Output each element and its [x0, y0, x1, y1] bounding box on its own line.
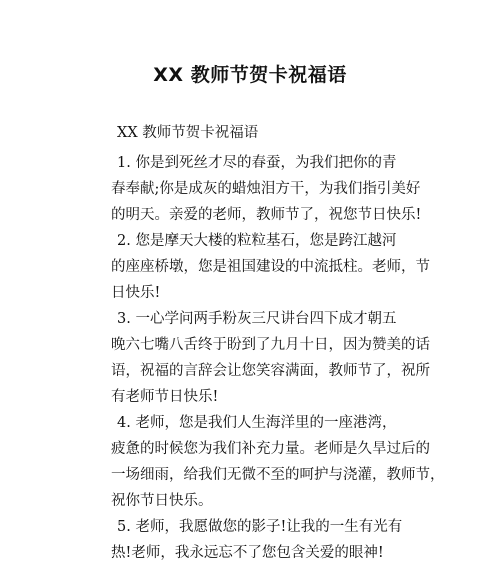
paragraph-line: 疲惫的时候您为我们补充力量。老师是久旱过后的: [111, 441, 430, 457]
paragraph-line: 4. 老师，您是我们人生海洋里的一座港湾，: [117, 415, 397, 431]
paragraph-line: 1. 你是到死丝才尽的春蚕，为我们把你的青: [117, 155, 397, 171]
document-body: [111, 120, 445, 566]
paragraph-line: 3. 一心学问两手粉灰三尺讲台四下成才朝五: [117, 311, 397, 327]
paragraph-line: 日快乐!: [111, 285, 161, 301]
paragraph-line: 语，祝福的言辞会让您笑容满面，教师节了，祝所: [111, 363, 430, 379]
paragraph-line: 5. 老师，我愿做您的影子!让我的一生有光有: [117, 519, 403, 535]
paragraph-line: 的明天。亲爱的老师，教师节了，祝您节日快乐!: [111, 207, 422, 223]
paragraph-line: 有老师节日快乐!: [111, 389, 219, 405]
paragraph-line: 一场细雨，给我们无微不至的呵护与浇灌，教师节，: [111, 467, 445, 483]
paragraph-line: 祝你节日快乐。: [111, 493, 213, 509]
page-title: XX 教师节贺卡祝福语: [153, 64, 347, 86]
paragraph-line: 晚六七嘴八舌终于盼到了九月十日，因为赞美的话: [111, 337, 430, 353]
paragraph-line: 春奉献;你是成灰的蜡烛泪方干，为我们指引美好: [111, 181, 421, 197]
paragraph-line: 热!老师，我永远忘不了您包含关爱的眼神!: [111, 545, 384, 561]
paragraph-line: 2. 您是摩天大楼的粒粒基石，您是跨江越河: [117, 233, 397, 249]
paragraph-line: 的座座桥墩，您是祖国建设的中流抵柱。老师，节: [111, 259, 430, 275]
paragraph-3: [111, 306, 430, 410]
paragraph-4: [111, 410, 445, 514]
paragraph-5: [111, 514, 411, 566]
document-subtitle: XX 教师节贺卡祝福语: [117, 125, 259, 141]
paragraph-1: [111, 150, 422, 228]
paragraph-2: [111, 228, 430, 306]
